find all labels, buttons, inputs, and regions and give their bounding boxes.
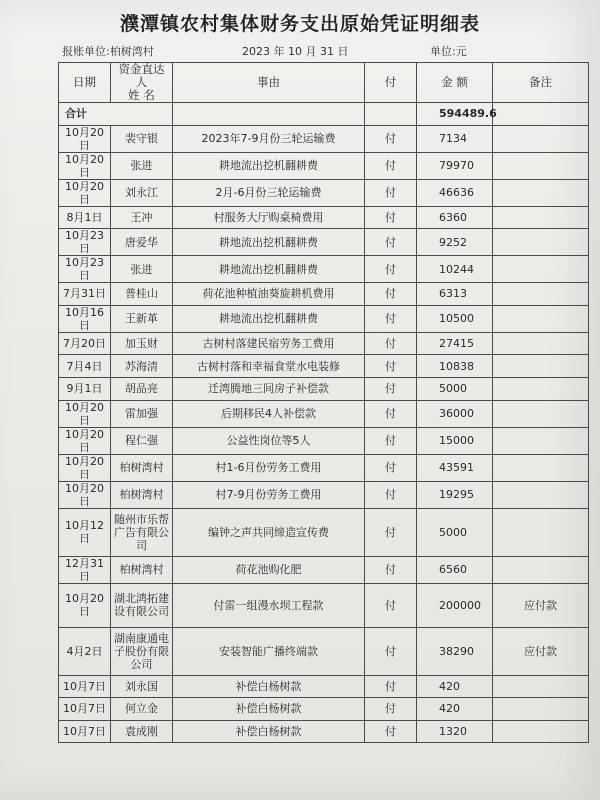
row-reason-cell: 补偿白杨树款 — [173, 698, 365, 721]
row-note-cell — [493, 556, 589, 583]
row-date-cell: 8月1日 — [59, 206, 111, 229]
row-date-cell: 10月20日 — [59, 179, 111, 206]
row-amount-cell: 36000 — [417, 400, 493, 427]
row-payee-cell: 袁成刚 — [111, 720, 173, 743]
row-date-cell: 10月23日 — [59, 229, 111, 256]
row-reason-cell: 荷花池种植油葵旋耕机费用 — [173, 283, 365, 306]
row-payee-cell: 胡品亮 — [111, 377, 173, 400]
row-note-cell — [493, 206, 589, 229]
row-amount-cell: 9252 — [417, 229, 493, 256]
table-row — [59, 400, 589, 427]
row-pay-cell: 付 — [365, 675, 417, 698]
row-pay-cell: 付 — [365, 400, 417, 427]
row-pay-cell: 付 — [365, 508, 417, 556]
table-row — [59, 698, 589, 721]
row-date-cell: 10月23日 — [59, 256, 111, 283]
table-row — [59, 125, 589, 152]
row-payee-cell: 程仁强 — [111, 427, 173, 454]
row-note-cell: 应付款 — [493, 583, 589, 627]
row-note-cell — [493, 454, 589, 481]
row-payee-cell: 柏树湾村 — [111, 454, 173, 481]
table-row — [59, 427, 589, 454]
table-row — [59, 179, 589, 206]
header-payee-line1: 资金直达人 — [118, 62, 165, 89]
row-reason-cell: 耕地流出挖机翻耕费 — [173, 305, 365, 332]
header-note: 备注 — [493, 63, 589, 103]
row-amount-cell: 6560 — [417, 556, 493, 583]
row-date-cell: 9月1日 — [59, 377, 111, 400]
row-amount-cell: 1320 — [417, 720, 493, 743]
row-note-cell — [493, 481, 589, 508]
table-row — [59, 355, 589, 378]
row-pay-cell: 付 — [365, 720, 417, 743]
header-date: 日期 — [59, 63, 111, 103]
table-row — [59, 675, 589, 698]
report-date: 2023 年 10 月 31 日 — [242, 45, 349, 58]
row-date-cell: 10月20日 — [59, 427, 111, 454]
row-pay-cell: 付 — [365, 152, 417, 179]
row-reason-cell: 古树村落建民宿劳务工费用 — [173, 332, 365, 355]
row-date-cell: 4月2日 — [59, 627, 111, 675]
row-note-cell — [493, 305, 589, 332]
table-row — [59, 256, 589, 283]
row-payee-cell: 唐爱华 — [111, 229, 173, 256]
table-row — [59, 377, 589, 400]
row-amount-cell: 10838 — [417, 355, 493, 378]
row-amount-cell: 43591 — [417, 454, 493, 481]
row-pay-cell: 付 — [365, 454, 417, 481]
row-payee-cell: 何立金 — [111, 698, 173, 721]
row-amount-cell: 15000 — [417, 427, 493, 454]
row-note-cell — [493, 332, 589, 355]
row-date-cell: 10月20日 — [59, 583, 111, 627]
row-note-cell — [493, 675, 589, 698]
row-date-cell: 10月20日 — [59, 481, 111, 508]
row-payee-cell: 雷加强 — [111, 400, 173, 427]
row-pay-cell: 付 — [365, 125, 417, 152]
table-row — [59, 556, 589, 583]
total-reason-cell — [173, 103, 365, 126]
row-reason-cell: 补偿白杨树款 — [173, 675, 365, 698]
row-amount-cell: 38290 — [417, 627, 493, 675]
row-date-cell: 10月20日 — [59, 125, 111, 152]
row-reason-cell: 村服务大厅购桌椅费用 — [173, 206, 365, 229]
row-pay-cell: 付 — [365, 206, 417, 229]
total-note-cell — [493, 103, 589, 126]
header-payee-line2: 姓 名 — [128, 88, 155, 102]
row-payee-cell: 裴守银 — [111, 125, 173, 152]
row-date-cell: 12月31日 — [59, 556, 111, 583]
row-pay-cell: 付 — [365, 583, 417, 627]
row-amount-cell: 420 — [417, 698, 493, 721]
total-amount: 594489.6 — [417, 103, 493, 126]
row-pay-cell: 付 — [365, 377, 417, 400]
row-date-cell: 10月7日 — [59, 720, 111, 743]
row-reason-cell: 补偿白杨树款 — [173, 720, 365, 743]
row-date-cell: 10月12日 — [59, 508, 111, 556]
row-reason-cell: 耕地流出挖机翻耕费 — [173, 229, 365, 256]
row-pay-cell: 付 — [365, 481, 417, 508]
row-pay-cell: 付 — [365, 627, 417, 675]
table-row — [59, 283, 589, 306]
row-amount-cell: 7134 — [417, 125, 493, 152]
row-amount-cell: 200000 — [417, 583, 493, 627]
table-row — [59, 508, 589, 556]
table-row — [59, 583, 589, 627]
row-note-cell — [493, 283, 589, 306]
row-note-cell — [493, 256, 589, 283]
row-reason-cell: 2023年7-9月份三轮运输费 — [173, 125, 365, 152]
row-note-cell — [493, 125, 589, 152]
row-note-cell — [493, 229, 589, 256]
row-note-cell — [493, 377, 589, 400]
row-reason-cell: 公益性岗位等5人 — [173, 427, 365, 454]
row-payee-cell: 柏树湾村 — [111, 556, 173, 583]
row-reason-cell: 迁湾腾地三间房子补偿款 — [173, 377, 365, 400]
table-row — [59, 332, 589, 355]
row-note-cell — [493, 427, 589, 454]
currency-unit: 单位:元 — [430, 45, 467, 58]
row-note-cell: 应付款 — [493, 627, 589, 675]
row-note-cell — [493, 720, 589, 743]
expense-ledger-table — [58, 62, 589, 743]
row-payee-cell: 张进 — [111, 256, 173, 283]
row-amount-cell: 46636 — [417, 179, 493, 206]
row-pay-cell: 付 — [365, 256, 417, 283]
row-pay-cell: 付 — [365, 179, 417, 206]
row-reason-cell: 荷花池购化肥 — [173, 556, 365, 583]
document-title: 濮潭镇农村集体财务支出原始凭证明细表 — [119, 13, 480, 35]
header-reason: 事由 — [173, 63, 365, 103]
row-amount-cell: 19295 — [417, 481, 493, 508]
row-note-cell — [493, 698, 589, 721]
row-note-cell — [493, 508, 589, 556]
row-date-cell: 7月20日 — [59, 332, 111, 355]
row-date-cell: 7月4日 — [59, 355, 111, 378]
table-row — [59, 481, 589, 508]
row-reason-cell: 耕地流出挖机翻耕费 — [173, 152, 365, 179]
row-reason-cell: 村1-6月份劳务工费用 — [173, 454, 365, 481]
row-amount-cell: 10500 — [417, 305, 493, 332]
row-reason-cell: 编钟之声共同缔造宣传费 — [173, 508, 365, 556]
row-date-cell: 10月20日 — [59, 152, 111, 179]
row-amount-cell: 10244 — [417, 256, 493, 283]
header-pay: 付 — [365, 63, 417, 103]
row-payee-cell: 加玉财 — [111, 332, 173, 355]
row-pay-cell: 付 — [365, 305, 417, 332]
row-date-cell: 10月7日 — [59, 675, 111, 698]
row-date-cell: 10月20日 — [59, 454, 111, 481]
row-pay-cell: 付 — [365, 355, 417, 378]
row-note-cell — [493, 179, 589, 206]
total-row — [59, 103, 589, 126]
row-reason-cell: 安装智能广播终端款 — [173, 627, 365, 675]
row-payee-cell: 湖南康通电子股份有限公司 — [111, 627, 173, 675]
row-note-cell — [493, 152, 589, 179]
table-row — [59, 206, 589, 229]
row-reason-cell: 古树村落和幸福食堂水电装修 — [173, 355, 365, 378]
table-row — [59, 454, 589, 481]
row-date-cell: 10月16日 — [59, 305, 111, 332]
row-payee-cell: 普桂山 — [111, 283, 173, 306]
row-payee-cell: 王冲 — [111, 206, 173, 229]
row-pay-cell: 付 — [365, 332, 417, 355]
row-amount-cell: 27415 — [417, 332, 493, 355]
row-amount-cell: 420 — [417, 675, 493, 698]
row-pay-cell: 付 — [365, 427, 417, 454]
row-note-cell — [493, 400, 589, 427]
header-amount: 金 额 — [417, 63, 493, 103]
row-date-cell: 10月7日 — [59, 698, 111, 721]
row-amount-cell: 6313 — [417, 283, 493, 306]
table-row — [59, 229, 589, 256]
table-row — [59, 152, 589, 179]
row-payee-cell: 刘永江 — [111, 179, 173, 206]
row-reason-cell: 2月-6月份三轮运输费 — [173, 179, 365, 206]
row-amount-cell: 5000 — [417, 508, 493, 556]
row-date-cell: 7月31日 — [59, 283, 111, 306]
row-payee-cell: 湖北鸿拓建设有限公司 — [111, 583, 173, 627]
row-amount-cell: 79970 — [417, 152, 493, 179]
reporting-unit: 报账单位:柏树湾村 — [62, 45, 154, 58]
row-payee-cell: 柏树湾村 — [111, 481, 173, 508]
row-reason-cell: 村7-9月份劳务工费用 — [173, 481, 365, 508]
row-pay-cell: 付 — [365, 556, 417, 583]
row-reason-cell: 付雷一组漫水坝工程款 — [173, 583, 365, 627]
row-date-cell: 10月20日 — [59, 400, 111, 427]
row-pay-cell: 付 — [365, 283, 417, 306]
row-payee-cell: 随州市乐帮广告有限公司 — [111, 508, 173, 556]
row-amount-cell: 5000 — [417, 377, 493, 400]
row-payee-cell: 张进 — [111, 152, 173, 179]
row-payee-cell: 苏海清 — [111, 355, 173, 378]
row-pay-cell: 付 — [365, 229, 417, 256]
row-payee-cell: 王新革 — [111, 305, 173, 332]
row-note-cell — [493, 355, 589, 378]
row-payee-cell: 刘永国 — [111, 675, 173, 698]
row-amount-cell: 6360 — [417, 206, 493, 229]
row-pay-cell: 付 — [365, 698, 417, 721]
table-row — [59, 305, 589, 332]
row-reason-cell: 后期移民4人补偿款 — [173, 400, 365, 427]
table-row — [59, 720, 589, 743]
row-reason-cell: 耕地流出挖机翻耕费 — [173, 256, 365, 283]
header-payee — [111, 63, 173, 103]
table-row — [59, 627, 589, 675]
table-header-row — [59, 63, 589, 103]
total-pay-cell — [365, 103, 417, 126]
total-label: 合计 — [59, 103, 173, 126]
